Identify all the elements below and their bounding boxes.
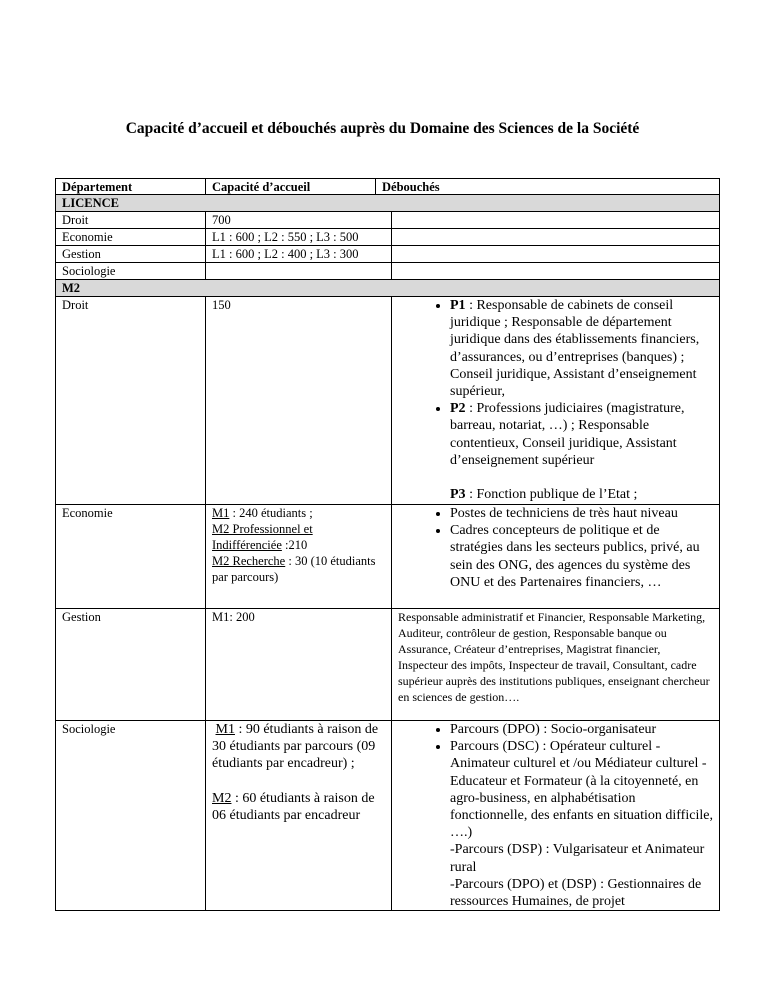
debouches-cell bbox=[392, 297, 720, 505]
list-item bbox=[450, 400, 713, 469]
capacity-cell bbox=[206, 263, 392, 280]
header-debouches: Débouchés bbox=[376, 179, 720, 196]
m1-label: M1 bbox=[215, 722, 235, 737]
capacity-cell: L1 : 600 ; L2 : 400 ; L3 : 300 bbox=[206, 246, 392, 263]
capacity-cell: 150 bbox=[206, 297, 392, 505]
dept-cell: Gestion bbox=[56, 246, 206, 263]
extra-line: -Parcours (DSP) : Vulgarisateur et Animateur rural bbox=[450, 842, 705, 875]
debouches-cell bbox=[392, 229, 720, 246]
debouches-cell bbox=[392, 212, 720, 229]
capacity-cell: M1: 200 bbox=[206, 609, 392, 721]
table-row bbox=[56, 263, 720, 280]
item-text: : Professions judiciaires (magistrature, barreau, notariat, …) ; Responsable contentieux, Conseil juridique, Assistant d’enseignement supérieur bbox=[450, 401, 685, 468]
item-label: P2 bbox=[450, 401, 466, 417]
m2-text: : 60 étudiants à raison de 06 étudiants par encadreur bbox=[212, 790, 375, 823]
m2r-text: : 30 (10 étudiants par parcours) bbox=[212, 554, 376, 584]
capacity-cell: 700 bbox=[206, 212, 392, 229]
debouches-cell bbox=[392, 263, 720, 280]
item-text: : Responsable de cabinets de conseil juridique ; Responsable de département juridique dans des établissements financiers, d’assurances, ou d’entreprises (banques) ; Conseil juridique, Assistant d’enseignement supérieur, bbox=[450, 298, 700, 400]
capacity-cell bbox=[206, 505, 392, 609]
table-row bbox=[56, 609, 720, 721]
list-item: • Cadres concepteurs de politique et de stratégies dans les secteurs publics, privé, au sein des ONG, des agences du système des ONU et des Partenaires financiers, … bbox=[450, 522, 713, 591]
dept-cell: Droit bbox=[56, 212, 206, 229]
item-label: P1 bbox=[450, 298, 466, 313]
table-row bbox=[56, 246, 720, 263]
m1-text: : 240 étudiants ; bbox=[229, 506, 313, 520]
dept-cell: Sociologie bbox=[56, 721, 206, 911]
m1-text-block bbox=[212, 721, 385, 773]
table-row bbox=[56, 505, 720, 609]
table-row bbox=[56, 229, 720, 246]
list-item: • Parcours (DSC) : Opérateur culturel - Animateur culturel et /ou Médiateur culturel - Educateur et Formateur (à la citoyenneté, en agro-business, en alphabétisation fonctionnelle, des enfants en situation difficile, ….) bbox=[450, 738, 713, 841]
dept-cell: Economie bbox=[56, 505, 206, 609]
m2p-text: :210 bbox=[281, 538, 308, 552]
debouches-cell: Responsable administratif et Financier, Responsable Marketing, Auditeur, contrôleur de gestion, Responsable banque ou Assurance, Créateur d’entreprises, Magistrat financier, Inspecteur des impôts, Inspecteur de travail, Consultant, cadre supérieur auprès des institutions publiques, enseignant chercheur en sciences de gestion…. bbox=[392, 609, 720, 721]
debouches-cell bbox=[392, 246, 720, 263]
section-licence: LICENCE bbox=[56, 195, 720, 212]
m2-label: M2 bbox=[212, 790, 232, 806]
dept-cell: Droit bbox=[56, 297, 206, 505]
table-row bbox=[56, 297, 720, 505]
capacity-cell: L1 : 600 ; L2 : 550 ; L3 : 500 bbox=[206, 229, 392, 246]
m2r-label: M2 Recherche bbox=[212, 554, 286, 568]
dept-cell: Economie bbox=[56, 229, 206, 246]
header-capacite: Capacité d’accueil bbox=[206, 179, 376, 196]
m2p-label: M2 Professionnel et Indifférenciée bbox=[212, 522, 313, 552]
capacity-cell bbox=[206, 721, 392, 911]
item-label: P3 bbox=[450, 487, 466, 503]
extra-line: -Parcours (DPO) et (DSP) : Gestionnaires de ressources Humaines, de projet bbox=[450, 876, 702, 910]
list-item bbox=[450, 297, 713, 400]
p3-line bbox=[398, 486, 713, 503]
m1-text: : 90 étudiants à raison de 30 étudiants par parcours (09 étudiants par encadreur) ; bbox=[212, 722, 379, 772]
m2-text-block bbox=[212, 790, 385, 824]
dept-cell: Sociologie bbox=[56, 263, 206, 280]
debouches-cell bbox=[392, 505, 720, 609]
item-text: : Fonction publique de l’Etat ; bbox=[465, 487, 638, 503]
table-row bbox=[56, 721, 720, 911]
list-item: • Parcours (DPO) : Socio-organisateur bbox=[450, 721, 713, 738]
m1-label: M1 bbox=[212, 506, 230, 520]
table-row bbox=[56, 212, 720, 229]
debouches-cell bbox=[392, 721, 720, 911]
list-item: • Postes de techniciens de très haut niveau bbox=[450, 505, 713, 522]
dept-cell: Gestion bbox=[56, 609, 206, 721]
capacity-table bbox=[55, 194, 720, 911]
page-title: Capacité d’accueil et débouchés auprès du Domaine des Sciences de la Société bbox=[125, 120, 640, 137]
section-m2: M2 bbox=[56, 280, 720, 297]
header-departement: Département bbox=[56, 179, 206, 196]
